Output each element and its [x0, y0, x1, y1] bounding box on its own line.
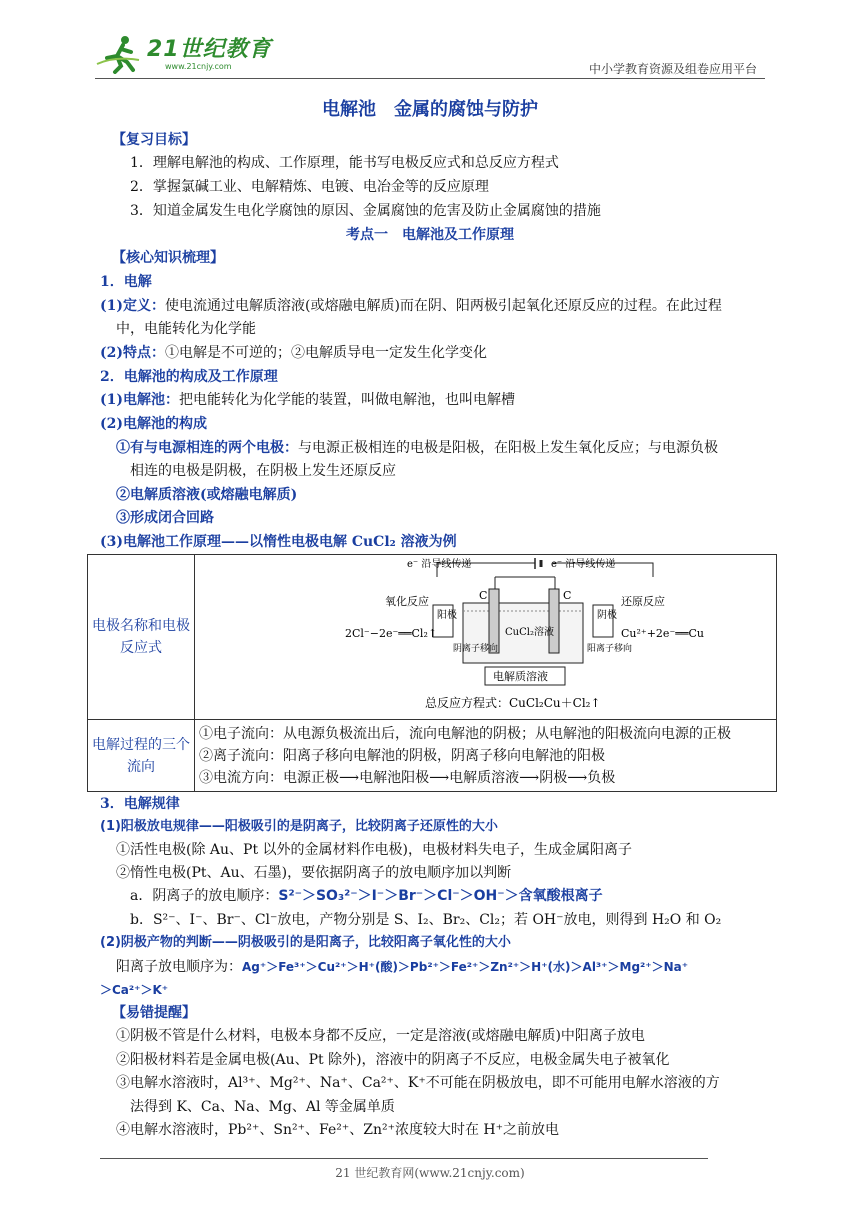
composition-item-2: ②电解质溶液(或熔融电解质) — [116, 487, 298, 503]
flow-current: ③电流方向：电源正极⟶电解池阳极⟶电解质溶液⟶阴极⟶负极 — [199, 769, 616, 786]
flow-ion: ②离子流向：阳离子移向电解池的阴极，阴离子移向电解池的阳极 — [199, 747, 605, 764]
section-rules: 3．电解规律 — [100, 796, 180, 812]
table-label-electrodes: 电极名称和电极反应式 — [88, 555, 195, 720]
reduction-label: 还原反应 — [621, 595, 665, 608]
electron-flow-left: e⁻ 沿导线传递 — [407, 559, 472, 570]
cation-move-label: 阳离子移向 — [587, 644, 633, 654]
anode-label: 阳极 — [437, 610, 457, 621]
footer-divider — [100, 1158, 708, 1159]
cathode-rule-heading: (2)阴极产物的判断——阴极吸引的是阳离子，比较阳离子氧化性的大小 — [100, 935, 511, 950]
composition-item-1: ①有与电源相连的两个电极：与电源正极相连的电极是阳极，在阳极上发生氧化反应；与电源负极 — [116, 440, 718, 456]
electron-flow-right: e⁻ 沿导线传递 — [551, 559, 616, 570]
cathode-label: 阴极 — [597, 610, 617, 621]
tip-3: ③电解水溶液时，Al³⁺、Mg²⁺、Na⁺、Ca²⁺、K⁺不可能在阴极放电，即不可能用电解水溶液的方 — [116, 1075, 720, 1091]
review-item: 2．掌握氯碱工业、电解精炼、电镀、电冶金等的反应原理 — [130, 179, 489, 195]
core-heading: 【核心知识梳理】 — [112, 250, 224, 266]
anion-order-line: a．阴离子的放电顺序：S²⁻＞SO₃²⁻＞I⁻＞Br⁻＞Cl⁻＞OH⁻＞含氧酸根离子 — [130, 888, 603, 904]
anode-rule-1: ①活性电极(除 Au、Pt 以外的金属材料作电极)，电极材料失电子，生成金属阳离子 — [116, 842, 632, 858]
page-header — [95, 30, 765, 80]
review-item: 3．知道金属发生电化学腐蚀的原因、金属腐蚀的危害及防止金属腐蚀的措施 — [130, 203, 601, 219]
principle-table — [87, 554, 777, 792]
anion-move-label: 阴离子移向 — [453, 644, 499, 654]
cation-order-line-2: ＞Ca²⁺＞K⁺ — [100, 983, 169, 997]
cathode-equation: Cu²⁺+2e⁻══Cu — [621, 627, 704, 640]
runner-logo-icon — [95, 34, 143, 74]
feature-line: (2)特点：①电解是不可逆的；②电解质导电一定发生化学变化 — [100, 345, 487, 361]
page-title: 电解池 金属的腐蚀与防护 — [322, 99, 538, 120]
tip-4: ④电解水溶液时，Pb²⁺、Sn²⁺、Fe²⁺、Zn²⁺浓度较大时在 H⁺之前放电 — [116, 1122, 560, 1138]
composition-heading: (2)电解池的构成 — [100, 416, 207, 432]
header-divider — [95, 78, 765, 79]
oxidation-label: 氧化反应 — [385, 595, 429, 608]
section-cell: 2．电解池的构成及工作原理 — [100, 369, 278, 385]
composition-item-3: ③形成闭合回路 — [116, 510, 214, 526]
electrode-c-left: C — [479, 589, 488, 602]
site-logo — [95, 34, 272, 74]
review-heading: 【复习目标】 — [112, 132, 196, 148]
electrolysis-diagram-cell — [195, 555, 777, 720]
table-label-flows: 电解过程的三个流向 — [88, 720, 195, 792]
electrolyte-box-label: 电解质溶液 — [493, 670, 548, 683]
review-item: 1．理解电解池的构成、工作原理，能书写电极反应式和总反应方程式 — [130, 155, 559, 171]
section-electrolysis: 1．电解 — [100, 274, 152, 290]
page-footer: 21 世纪教育网(www.21cnjy.com) — [335, 1166, 525, 1180]
tips-heading: 【易错提醒】 — [112, 1005, 196, 1021]
anode-equation: 2Cl⁻−2e⁻══Cl₂↑ — [345, 627, 438, 640]
definition-line: (1)定义：使电流通过电解质溶液(或熔融电解质)而在阴、阳两极引起氧化还原反应的过程。在此过程 — [100, 298, 722, 314]
definition-line-2: 中，电能转化为化学能 — [116, 321, 256, 337]
platform-name: 中小学教育资源及组卷应用平台 — [588, 62, 757, 76]
flows-cell — [195, 720, 777, 792]
logo-url: www.21cnjy.com — [165, 61, 232, 71]
tip-1: ①阴极不管是什么材料，电极本身都不反应，一定是溶液(或熔融电解质)中阳离子放电 — [116, 1028, 645, 1044]
logo-wordmark: 21世纪教育 — [147, 36, 272, 62]
cation-order-line: 阳离子放电顺序为：Ag⁺＞Fe³⁺＞Cu²⁺＞H⁺(酸)＞Pb²⁺＞Fe²⁺＞Zn²⁺＞H⁺(水)＞Al³⁺＞Mg²⁺＞Na⁺ — [116, 959, 689, 975]
anode-rule-heading: (1)阳极放电规律——阳极吸引的是阴离子，比较阴离子还原性的大小 — [100, 819, 498, 834]
flow-electron: ①电子流向：从电源负极流出后，流向电解池的阴极；从电解池的阳极流向电源的正极 — [199, 725, 731, 742]
solution-label: CuCl₂溶液 — [505, 627, 554, 638]
cell-definition: (1)电解池：把电能转化为化学能的装置，叫做电解池，也叫电解槽 — [100, 392, 515, 408]
tip-3-cont: 法得到 K、Ca、Na、Mg、Al 等金属单质 — [130, 1099, 395, 1115]
total-equation: 总反应方程式：CuCl₂Cu＋Cl₂↑ — [425, 696, 601, 710]
anion-products-line: b．S²⁻、I⁻、Br⁻、Cl⁻放电，产物分别是 S、I₂、Br₂、Cl₂；若 OH⁻放电，则得到 H₂O 和 O₂ — [130, 912, 722, 928]
principle-heading: (3)电解池工作原理——以惰性电极电解 CuCl₂ 溶液为例 — [100, 534, 457, 550]
tip-2: ②阳极材料若是金属电极(Au、Pt 除外)，溶液中的阴离子不反应，电极金属失电子被氧化 — [116, 1052, 670, 1068]
composition-item-1-cont: 相连的电极是阴极，在阴极上发生还原反应 — [130, 463, 396, 479]
electrolysis-diagram — [195, 555, 775, 715]
kaodian-title: 考点一 电解池及工作原理 — [346, 227, 514, 243]
anode-rule-2: ②惰性电极(Pt、Au、石墨)，要依据阴离子的放电顺序加以判断 — [116, 865, 512, 881]
electrode-c-right: C — [563, 589, 572, 602]
